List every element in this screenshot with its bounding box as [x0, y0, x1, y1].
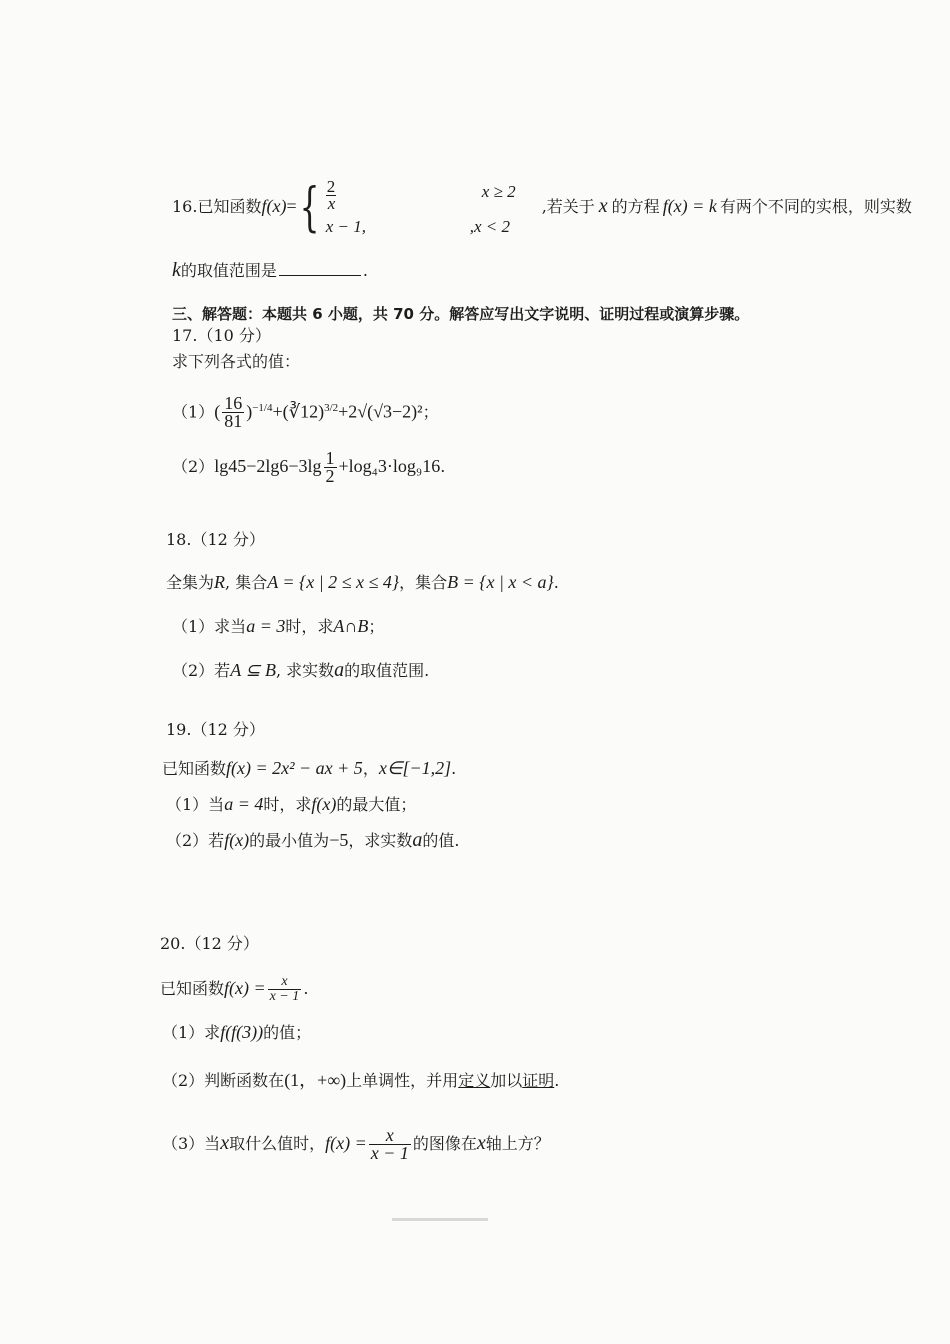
q17-p1-tail: +2√(√3−2)² [338, 401, 423, 422]
q20-p2-underline-proof: 证明 [522, 1071, 555, 1090]
q18-part1 [172, 616, 384, 637]
q16-k: k [172, 259, 181, 281]
q20-p2-underline-definition: 定义 [458, 1071, 491, 1090]
q17-part1: （1）( $\frac{16}{81}$ )$^{-1/4}$+(∛12)$^{3/2}$+2√(√3−2)²； [172, 393, 439, 432]
q16-piecewise [322, 177, 452, 239]
q19-p2-mid2: ，求实数 [348, 831, 413, 850]
q19-part2 [166, 830, 459, 851]
q19-p1-label: （1）当 [166, 795, 225, 814]
q17-intro: 求下列各式的值： [172, 352, 301, 371]
q18-setB: B = {x | x < a} [447, 572, 554, 592]
q18-p2-var: a [334, 659, 345, 681]
q20-intro [160, 968, 308, 1008]
q16-suffix: 有两个不同的实根，则实数 [719, 197, 912, 216]
q18-p1-mid: 时，求 [285, 617, 334, 636]
q17-p2-end: . [440, 457, 446, 476]
q19-p2-val: −5 [329, 830, 349, 850]
q20-p2-end: . [554, 1071, 560, 1090]
q18-intro-a: 全集为 [166, 573, 215, 592]
q18-intro-end: . [553, 573, 559, 592]
q16-case1-num: 2 [326, 176, 336, 196]
q19-domain: x∈[−1,2] [378, 758, 452, 778]
q19-intro-b: ， [362, 759, 379, 778]
q19-fx: f(x) = 2x² − ax + 5 [226, 758, 363, 778]
q18-intro-c: ，集合 [399, 573, 448, 592]
q20-p1-end: 的值； [263, 1023, 312, 1042]
q18-p1-cond: a = 3 [246, 616, 286, 636]
q20-p3-den: x − 1 [370, 1143, 409, 1163]
q20-p1-label: （1）求 [162, 1023, 221, 1042]
q17-p1-frac [222, 395, 244, 430]
q18-p1-expr: A∩B [333, 616, 369, 636]
q16-case2-cond: ,x < 2 [469, 216, 510, 236]
section3-heading: 三、解答题：本题共 6 小题，共 70 分。解答应写出文字说明、证明过程或演算步骤。 [172, 305, 750, 323]
q16-case1-expr: x [327, 193, 336, 213]
q17-header: 17.（10 分） [172, 326, 271, 345]
q16-line1 [172, 170, 912, 242]
q17-p2-label: （2） [172, 457, 215, 476]
q18-intro [166, 572, 559, 593]
q19-p2-label: （2）若 [166, 831, 225, 850]
q17-p1-exp2: 3/2 [324, 402, 339, 414]
q18-part2 [172, 660, 429, 681]
q20-p3-fx: f(x) = [325, 1133, 367, 1153]
q18-p2-end: 的取值范围. [344, 661, 430, 680]
q19-p2-fx: f(x) [224, 830, 250, 850]
q18-p2-label: （2）若 [172, 661, 231, 680]
q17-p1-exp: −1/4 [252, 402, 273, 414]
q19-p2-mid: 的最小值为 [249, 831, 330, 850]
q17-p1-label: （1） [172, 402, 215, 422]
q20-intro-a: 已知函数 [160, 979, 225, 998]
q18-p1-end: ； [368, 617, 385, 636]
q20-p3-end: 轴上方？ [485, 1134, 550, 1153]
q19-p1-mid: 时，求 [263, 795, 312, 814]
q16-brace-icon: { [299, 177, 320, 238]
q19-header: 19.（12 分） [166, 720, 265, 739]
q17-p2-expr: lg45−2lg6−3lg [214, 456, 322, 476]
q20-p3-num: x [369, 1127, 411, 1145]
q19-p1-cond: a = 4 [224, 794, 264, 814]
q16-line2-end: . [362, 261, 368, 280]
q20-p3-var2: x [476, 1132, 486, 1154]
q16-case2-expr: x − 1, [325, 216, 366, 236]
q19-p2-var: a [412, 829, 423, 851]
q20-p3-frac [369, 1127, 411, 1162]
q17-p2-num: 1 [325, 448, 335, 468]
q19-intro-end: . [451, 759, 457, 778]
q20-num: x [268, 975, 302, 990]
q18-intro-b: , 集合 [225, 573, 268, 592]
q19-p2-end: 的值. [422, 831, 460, 850]
scan-smudge [392, 1218, 488, 1221]
q18-p2-mid: , 求实数 [275, 661, 335, 680]
q16-fx: f(x) [261, 196, 287, 216]
q20-p2-mid2: 加以 [490, 1071, 523, 1090]
q20-p3-label: （3）当 [162, 1134, 221, 1153]
q17-p2-tail: +log₄3·log₉16 [338, 456, 441, 476]
q20-p3-mid2: 的图像在 [412, 1134, 477, 1153]
q16-middle: ,若关于 [541, 197, 595, 216]
q20-part2 [162, 1070, 559, 1091]
q16-line2-text: 的取值范围是 [180, 261, 277, 280]
q20-p2-interval: (1，+∞) [284, 1070, 347, 1090]
q17-p1-end: ； [422, 402, 439, 422]
q18-setA: A = {x | 2 ≤ x ≤ 4} [267, 572, 400, 592]
q16-middle2: 的方程 [611, 197, 660, 216]
q16-eq: = [286, 196, 297, 216]
q20-frac [268, 975, 302, 1004]
q16-equation: f(x) = k [662, 196, 717, 216]
q19-p1-end: 的最大值； [336, 795, 417, 814]
q20-p3-var: x [220, 1132, 230, 1154]
q17-p2-den: 2 [325, 466, 335, 486]
q16-var-x: x [598, 195, 608, 217]
q17-p1-den: 81 [224, 411, 243, 432]
q16-conditions [452, 177, 542, 239]
q16-case1-cond: x ≥ 2 [481, 181, 516, 201]
q20-den: x − 1 [269, 989, 300, 1004]
q20-part3 [162, 1120, 550, 1166]
q16-prefix: 16.已知函数 [172, 197, 262, 216]
q18-p1-label: （1）求当 [172, 617, 247, 636]
q18-p2-cond: A ⊆ B [230, 660, 276, 680]
q16-answer-blank [279, 261, 361, 276]
q20-intro-end: . [303, 979, 309, 998]
q19-p1-fx: f(x) [311, 794, 337, 814]
q17-p1-num: 16 [224, 393, 243, 414]
q20-p2-label: （2）判断函数在 [162, 1071, 285, 1090]
q18-header: 18.（12 分） [166, 530, 265, 549]
q20-p1-expr: f(f(3)) [220, 1022, 264, 1042]
q20-fx: f(x) = [224, 978, 266, 998]
q16-line2 [172, 260, 368, 281]
q17-part2 [172, 444, 445, 488]
q19-part1 [166, 794, 416, 815]
q19-intro-a: 已知函数 [162, 759, 227, 778]
q17-p1-rest: +(∛12) [272, 401, 325, 422]
q20-header: 20.（12 分） [160, 934, 259, 953]
q17-p2-frac [324, 450, 337, 485]
q20-p3-mid: 取什么值时， [229, 1134, 326, 1153]
q20-p2-mid: 上单调性，并用 [346, 1071, 459, 1090]
q19-intro [162, 758, 456, 779]
q20-part1 [162, 1022, 311, 1043]
q18-intro-R: R [214, 572, 226, 592]
